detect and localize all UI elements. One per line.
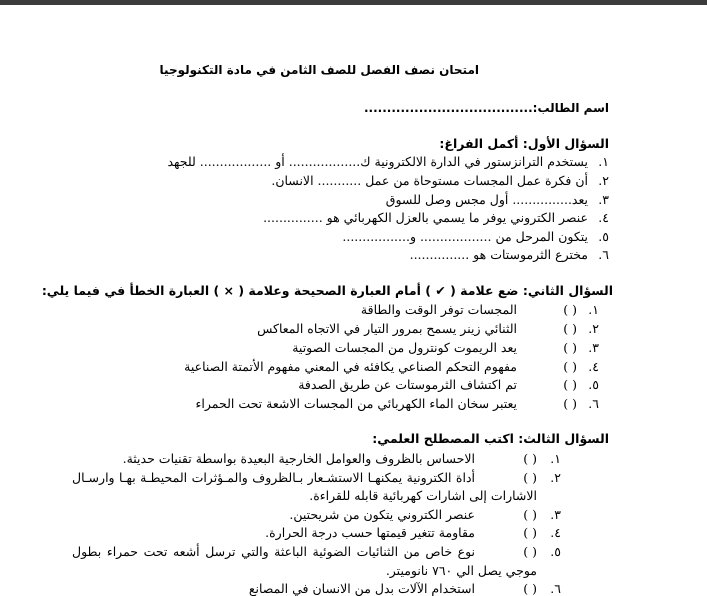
q2-item-number: ٤.	[588, 359, 599, 374]
q1-item-text: أن فكرة عمل المجسات مستوحاة من عمل ........... الانسان.	[271, 173, 588, 188]
q2-item-text: يعتبر سخان الماء الكهربائي من المجسات الاشعة تحت الحمراء	[195, 396, 517, 411]
answer-box[interactable]: ( )	[523, 544, 537, 559]
q3-item-text: مقاومة تتغير قيمتها حسب درجة الحرارة.	[265, 525, 475, 540]
q3-item-text: الاحساس بالظروف والعوامل الخارجية البعيدة بواسطة تقنيات حديثة.	[122, 451, 475, 466]
q2-item-text: يعد الريموت كونترول من المجسات الصوتية	[292, 340, 517, 355]
q3-item-text-continued: موجي يصل الي ٧٦٠ نانوميتر.	[385, 563, 537, 578]
q2-item-text: الثنائي زينر يسمح بمرور التيار في الاتجاه المعاكس	[257, 321, 517, 336]
q1-item-text: يستخدم الترانزستور في الدارة الالكترونية ك.................. أو .................. للجهد	[167, 154, 588, 169]
answer-box[interactable]: ( )	[563, 396, 577, 411]
q3-item-text: استخدام الآلات بدل من الانسان في المصانع	[248, 581, 475, 596]
answer-box[interactable]: ( )	[523, 451, 537, 466]
q1-item-text: مخترع الثرموستات هو ...............	[409, 247, 588, 262]
q3-item-number: ٦.	[550, 581, 561, 596]
q3-item-text: أداة الكترونية يمكنهـا الاستشـعار بـالظروف والمـؤثرات المحيطـة بهـا وارسـال	[72, 470, 475, 485]
q2-item-text: تم اكتشاف الثرموستات عن طريق الصدفة	[298, 377, 517, 392]
answer-box[interactable]: ( )	[563, 340, 577, 355]
answer-box[interactable]: ( )	[523, 507, 537, 522]
q3-heading: السؤال الثالث: اكتب المصطلح العلمي:	[372, 431, 609, 446]
answer-box[interactable]: ( )	[563, 359, 577, 374]
q2-item-number: ١.	[588, 302, 599, 317]
q1-item-number: ١.	[598, 154, 609, 169]
q1-item-number: ٦.	[598, 247, 609, 262]
answer-box[interactable]: ( )	[563, 377, 577, 392]
answer-box[interactable]: ( )	[523, 581, 537, 596]
q2-item-number: ٢.	[588, 321, 599, 336]
q2-item-number: ٥.	[588, 377, 599, 392]
answer-box[interactable]: ( )	[523, 470, 537, 485]
q3-item-number: ١.	[550, 451, 561, 466]
answer-box[interactable]: ( )	[563, 321, 577, 336]
q3-item-number: ٣.	[550, 507, 561, 522]
q1-heading: السؤال الأول: أكمل الفراغ:	[439, 136, 609, 151]
q3-item-number: ٥.	[550, 544, 561, 559]
q2-item-number: ٦.	[588, 396, 599, 411]
q3-item-text-continued: الاشارات إلى اشارات كهربائية قابله للقراءة.	[309, 488, 537, 503]
q3-item-text: عنصر الكتروني يتكون من شريحتين.	[289, 507, 475, 522]
q1-item-number: ٣.	[598, 192, 609, 207]
q2-item-text: مفهوم التحكم الصناعي يكافئه في المعني مفهوم الأتمتة الصناعية	[184, 359, 517, 374]
exam-title: امتحان نصف الفصل للصف الثامن في مادة التكنولوجيا	[159, 63, 479, 77]
answer-box[interactable]: ( )	[563, 302, 577, 317]
answer-box[interactable]: ( )	[523, 525, 537, 540]
q1-item-number: ٤.	[598, 210, 609, 225]
q2-heading: السؤال الثاني: ضع علامة ( ✔ ) أمام العبارة الصحيحة وعلامة ( × ) العبارة الخطأ في فيما يلي:	[41, 283, 613, 298]
q3-item-text: نوع خاص من الثنائيات الضوئية الباعثة والتي ترسل أشعه تحت حمراء بطول	[72, 544, 475, 559]
q1-item-number: ٥.	[598, 229, 609, 244]
q2-item-text: المجسات توفر الوقت والطاقة	[360, 302, 517, 317]
q1-item-text: يعد............... أول مجس وصل للسوق	[385, 192, 588, 207]
q1-item-number: ٢.	[598, 173, 609, 188]
q3-item-number: ٢.	[550, 470, 561, 485]
q3-item-number: ٤.	[550, 525, 561, 540]
q1-item-text: عنصر الكتروني يوفر ما يسمي بالعزل الكهربائي هو ...............	[263, 210, 588, 225]
q2-item-number: ٣.	[588, 340, 599, 355]
student-name-field: اسم الطالب:.....................................	[364, 101, 609, 115]
q1-item-text: يتكون المرحل من .................. و.................	[342, 229, 588, 244]
